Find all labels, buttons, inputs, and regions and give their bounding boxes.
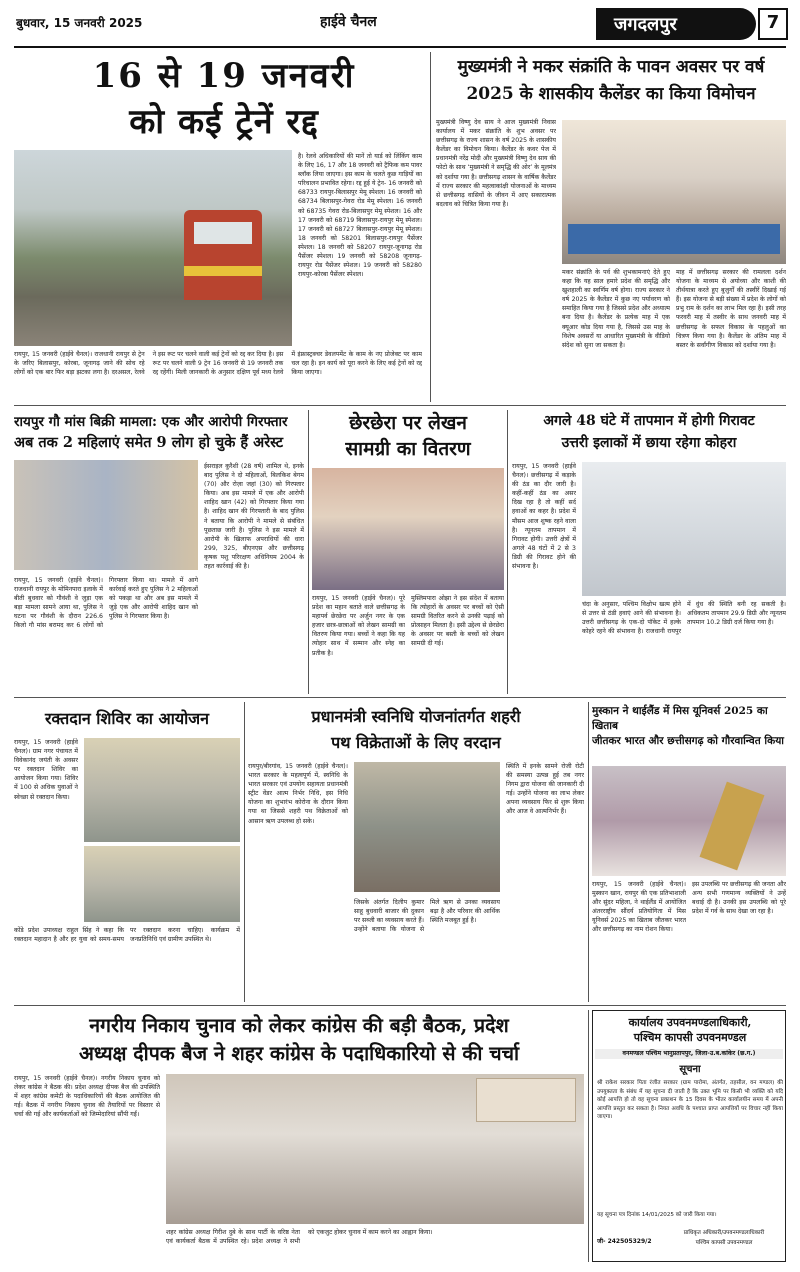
pm-body-3: स्थिति में इनके सामने रोजी रोटी की समस्या उत्पन्न हुई तब नगर निगम द्वारा योजना की जानकारी दी गई। उन्होंने योजना का लाभ लेकर अपना व्यवसाय फिर से शुरू किया और आज वे आत्मनिर्भर हैं।	[506, 763, 584, 816]
notice-date-line: यह सूचना पत्र दिनांक 14/01/2025 को जारी किया गया।	[597, 1212, 717, 1218]
meat-body-1: रायपुर, 15 जनवरी (हाईवे चैनल)। राजधानी रायपुर के मोमिनपारा इलाके में बीती बुधवार को गौवंशी वे जुड़ा एक बड़ा मामला सामने आया था, पुलिस ने घटना पर गौवंशी के दौरान 226.6 किलो गौ मांस बरामद कर 6 लोगों को गिरफ्तार किया था। मामले में आगे कार्रवाई करते हुए पुलिस ने 2 महिलाओं को पकड़ा था और अब इस मामले में जुड़े एक और आरोपी शाहिद खान को पुलिस ने गिरफ्तार किया है।	[14, 577, 198, 630]
divider	[14, 697, 786, 698]
blood-headline: रक्तदान शिविर का आयोजन	[44, 709, 210, 728]
issue-date: बुधवार, 15 जनवरी 2025	[16, 16, 143, 30]
notice-title-2: पश्चिम कापसी उपवनमण्डल	[633, 1031, 747, 1044]
chherchhera-headline-1: छेरछेरा पर लेखन	[349, 412, 467, 434]
divider	[244, 702, 245, 1002]
pm-story	[248, 702, 584, 1002]
miss-headline-1: मुस्कान ने थाईलैंड में मिस यूनिवर्स 2025 का खिताब	[592, 705, 768, 732]
congress-caption: शहर कांग्रेस अध्यक्ष गिरीश दुबे के साथ पार्टी के वरिष्ठ नेता एवं कार्यकर्ता बैठक में उपस्थित रहे। प्रदेश अध्यक्ष ने सभी को एकजुट होकर चुनाव में काम करने का आह्वान किया।	[166, 1229, 433, 1246]
meat-story	[14, 410, 304, 694]
train-headline-2: को कई ट्रेनें रद्द	[129, 102, 319, 142]
train-body-1: रायपुर, 15 जनवरी (हाईवे चैनल)। राजधानी रायपुर से ट्रेन के जरिए बिलासपुर, कोरबा, जूनागढ़ जाने की सोच रहे लोगों को एक बार फिर बड़ा झटका लगा है। दरअसल, रेलवे ने इस रूट पर चलने वाली कई ट्रेनों को रद्द कर दिया है। इस रूट पर चलने वाली 9 ट्रेन 16 जनवरी से 19 जनवरी तक रद्द रहेंगी। मिली जानकारी के अनुसार दक्षिण पूर्व मध्य रेलवे में इंफ्रास्ट्रक्चर डेवलपमेंट के काम के नए प्रोजेक्ट पर काम चल रहा है। इन कार्य को पूरा करने के लिए कई ट्रेनों को रद्द किया जाएगा।	[14, 351, 422, 377]
congress-banner-shape	[476, 1078, 576, 1122]
chherchhera-body-2: मुस्लिमपारा ओझा ने इस संदेश में बताया कि त्योहारों के अवसर पर बच्चों को ऐसी सामग्री वितरित करने से उनकी पढ़ाई को प्रोत्साहन मिलता है। इसी उद्देश्य से छेरछेरा के अवसर पर बस्ती के बच्चों को लेखन सामग्री दी गई।	[411, 595, 504, 648]
train-headline-1: 16 से 19 जनवरी	[92, 56, 356, 96]
paper-name: हाईवे चैनल	[320, 14, 377, 30]
weather-body-2: चंदा के अनुसार, पश्चिम विक्षोभ खत्म होने से उत्तर से ठंडी हवाएं आने की संभावना है। उत्तरी छत्तीसगढ़ के एक-दो पॉकेट में हल्के कोहरे रहने की संभावना है। राजधानी रायपुर में धुंध की स्थिति बनी रह सकती है। अधिकतम तापमान 29.9 डिग्री और न्यूनतम तापमान 10.2 डिग्री दर्ज किया गया है।	[582, 601, 786, 636]
blood-body-1: रायपुर, 15 जनवरी (हाईवे चैनल)। ग्राम नगर पंचायत में विवेकानंद जयंती के अवसर पर रक्तदान शिविर का आयोजन किया गया। शिविर में 100 से अधिक युवाओं ने स्वेच्छा से रक्तदान किया।	[14, 739, 78, 801]
masthead	[0, 0, 800, 48]
pm-body-2: जिसके अंतर्गत दिलीप कुमार साहू बुधवारी बाजार की दुकान पर सब्जी का व्यवसाय करते हैं। उन्होंने बताया कि योजना से मिले ऋण से उनका व्यवसाय बढ़ा है और परिवार की आर्थिक स्थिति मजबूत हुई है।	[354, 899, 500, 934]
notice-subtitle: वनमण्डल पश्चिम भानुप्रतापपुर, जिला-उ.ब.कांकेर (छ.ग.)	[595, 1049, 783, 1059]
weather-headline-2: उत्तरी इलाकों में छाया रहेगा कोहरा	[561, 435, 737, 451]
divider	[588, 702, 589, 1002]
notice-ref: जी- 242505329/2	[597, 1238, 652, 1245]
blood-photo-2	[84, 846, 240, 922]
calendar-headline: मुख्यमंत्री ने मकर संक्रांति के पावन अवसर पर वर्ष 2025 के शासकीय कैलेंडर का किया विमोचन	[457, 57, 765, 104]
meat-body-2: ईसराइल कुरैशी (28 वर्ष) शामिल थे, इनके बाद पुलिस ने दो महिलाओं, बिलकिश बेगम (70) और रोज़ा जहां (30) को गिरफ्तार किया। अब इस मामले में एक और आरोपी शाहिद खान (42) को गिरफ्तार किया गया है। शाहिद खान की गिरफ्तारी के बाद पुलिस ने बताया कि आरोपी ने मामले से संबंधित पूछताछ जारी है। पुलिस ने इस मामले में आरोपी के खिलाफ अपराधियों की धारा 299, 325, बीएनएस और छत्तीसगढ़ कृषक पशु परिरक्षण अधिनियम 2004 के तहत कार्रवाई की है।	[204, 463, 304, 571]
miss-body-1: रायपुर, 15 जनवरी (हाईवे चैनल)। मुस्कान खान, रायपुर की एक प्रतिभाशाली और सुंदर महिला, ने थाईलैंड में आयोजित अंतरराष्ट्रीय सौंदर्य प्रतियोगिता में मिस यूनिवर्स 2025 का खिताब जीतकर भारत और छत्तीसगढ़ का नाम रोशन किया।	[592, 881, 686, 934]
calendar-body-1: मुख्यमंत्री विष्णु देव साय ने आज मुख्यमंत्री निवास कार्यालय में मकर संक्रांति के शुभ अवसर पर छत्तीसगढ़ के राज्य शासन के वर्ष 2025 के शासकीय कैलेंडर का विमोचन किया। कैलेंडर के कवर पेज में प्रधानमंत्री नरेंद्र मोदी और मुख्यमंत्री विष्णु देव साय की फोटो के साथ ‘मुख्यमंत्री ने समृद्धि की ओर’ के मूलमंत्र को दर्शाया गया है। छत्तीसगढ़ शासन के वार्षिक कैलेंडर में राज्य सरकार की महत्वाकांक्षी योजनाओं के माध्यम से छत्तीसगढ़ वासियों के जीवन में आए सकारात्मक बदलाव को चित्रित किया गया है।	[436, 119, 556, 208]
divider	[14, 405, 786, 406]
blood-photo	[84, 738, 240, 842]
weather-story	[512, 410, 786, 694]
pm-photo	[354, 762, 500, 892]
page-number: 7	[758, 8, 788, 40]
train-window-shape	[194, 222, 252, 244]
pm-body-1: रायपुर/बीरगांव, 15 जनवरी (हाईवे चैनल)। भारत सरकार के महत्वपूर्ण में, स्वनिधि के भारत सरकार एवं उपयोग सहायता प्रधानमंत्री स्ट्रीट वेंडर आत्म निर्भर निधि, इस निधि योजना का शुभारंभ कोरोना के दौरान किया गया था जिससे शहरी पथ विक्रेताओं को आसान ऋण उपलब्ध हो सके।	[248, 763, 348, 825]
section-name: जगदलपुर	[596, 8, 756, 40]
miss-headline-2: जीतकर भारत और छत्तीसगढ़ को गौरवान्वित किया	[592, 735, 785, 747]
weather-headline-1: अगले 48 घंटे में तापमान में होगी गिरावट	[543, 413, 755, 429]
notice-sign-2: पश्चिम कापसी उपवनमण्डल	[695, 1240, 753, 1246]
meat-photo	[14, 460, 198, 570]
congress-headline-1: नगरीय निकाय चुनाव को लेकर कांग्रेस की बड़ी बैठक, प्रदेश	[89, 1014, 509, 1037]
miss-photo	[592, 766, 786, 876]
calendar-photo	[562, 120, 786, 264]
chherchhera-photo	[312, 468, 504, 590]
weather-fog-illustration	[582, 462, 786, 596]
miss-story	[592, 702, 786, 1002]
divider	[588, 1010, 589, 1262]
calendar-banner-shape	[568, 224, 780, 254]
notice-title-1: कार्यालय उपवनमण्डलाधिकारी,	[628, 1016, 752, 1029]
train-stripe-shape	[184, 266, 262, 276]
calendar-story	[436, 52, 786, 402]
meat-headline-2: अब तक 2 महिलाएं समेत 9 लोग हो चुके हैं अरेस्ट	[14, 434, 284, 451]
notice-heading: सूचना	[679, 1064, 701, 1075]
calendar-body-2: मकर संक्रांति के पर्व की शुभकामनाएं देते हुए कहा कि यह साल हमारे प्रदेश की समृद्धि और खुशहाली का स्वर्णिम वर्ष होगा। राज्य सरकार ने वर्ष 2025 के कैलेंडर में कुछ नए पर्यावरण को समाहित किया गया है जिससे प्रदेश और अध्यात्म बना दिया है। कैलेंडर के प्रत्येक माह में एक क्यूआर कोड दिया गया है, जिससे उस माह के विशेष अवसरों या आधारित मुख्यमंत्री के वीडियो संदेश को सुना जा सकता है।	[562, 269, 670, 349]
congress-body-1: रायपुर, 15 जनवरी (हाईवे चैनल)। नगरीय निकाय चुनाव को लेकर कांग्रेस ने बैठक की। प्रदेश अध्यक्ष दीपक बैज की उपस्थिति में शहर कांग्रेस कमेटी के पदाधिकारियों की बैठक आयोजित की गई। बैठक में नगरीय निकाय चुनाव की तैयारियों पर विस्तार से चर्चा की गई और कार्यकर्ताओं को जिम्मेदारियां सौंपी गईं।	[14, 1075, 160, 1119]
blood-story	[14, 702, 240, 1002]
chherchhera-body-1: रायपुर, 15 जनवरी (हाईवे चैनल)। पूरे प्रदेश का महान बताते वाले छत्तीसगढ़ के महापर्व छेरछेरा पर अर्जुन नगर के एक हजार छात्र-छात्राओं को लेखन सामग्री का वितरण किया गया। बच्चों ने कहा कि यह त्योहार साथ में सम्मान और स्नेह का प्रतीक है।	[312, 595, 405, 657]
notice-body: श्री राकेश सरकार पिता रंजीत सरकार (ग्राम पारोमा, अंतर्गत, तहसील, वन मण्डल) की उपयुक्तता के संबंध में यह सूचना दी जाती है कि उक्त भूमि पर किसी भी व्यक्ति को यदि कोई आपत्ति हो तो वह सूचना प्रकाशन के 15 दिवस के भीतर कार्यालयीन समय में अपनी आपत्ति प्रस्तुत कर सकता है। नियत अवधि के पश्चात प्राप्त आपत्तियों पर विचार नहीं किया जाएगा।	[597, 1080, 783, 1121]
chherchhera-story	[312, 410, 504, 694]
chherchhera-headline-2: सामग्री का वितरण	[345, 438, 471, 460]
train-story	[14, 52, 424, 402]
calendar-body-3: माह में छत्तीसगढ़ सरकार की रामलला दर्शन योजना के माध्यम से अयोध्या और काशी की तीर्थयात्रा करते हुए बुजुर्गों की तस्वीरें दिखाई गई हैं। इस योजना से बड़ी संख्या में प्रदेश के लोगों को प्रभु राम के दर्शन का लाभ मिल रहा है। इसी तरह फरवरी माह में तस्वीर के साथ जनवरी माह में छत्तीसगढ़ के सफल विकास के पहलुओं का चित्रण किया गया है। कैलेंडर के अंतिम माह में बस्तर के सर्वांगीण विकास को दर्शाया गया है।	[676, 269, 786, 349]
congress-photo	[166, 1074, 584, 1224]
divider	[308, 410, 309, 694]
govt-notice	[592, 1010, 786, 1262]
notice-sign-1: प्राधिकृत अधिकारी/उपवनमण्डलाधिकारी	[683, 1230, 765, 1236]
pm-headline-2: पथ विक्रेताओं के लिए वरदान	[331, 733, 501, 752]
miss-body-2: इस उपलब्धि पर छत्तीसगढ़ की जनता और अन्य सभी गणमान्य व्यक्तियों ने उन्हें बधाई दी है। उनकी इस उपलब्धि को पूरे प्रदेश में गर्व के साथ देखा जा रहा है।	[692, 881, 786, 916]
pm-headline-1: प्रधानमंत्री स्वनिधि योजनांतर्गत शहरी	[311, 707, 521, 726]
congress-headline-2: अध्यक्ष दीपक बैज ने शहर कांग्रेस के पदाधिकारियो से की चर्चा	[78, 1042, 520, 1065]
congress-story	[14, 1010, 584, 1262]
divider	[430, 52, 431, 402]
train-body-2: है। रेलवे अधिकारियों की मानें तो यार्ड को लिंकिंग काम के लिए 16, 17 और 18 जनवरी को ट्रैफिक कम पावर ब्लॉक लिया जाएगा। इस काम के चलते कुछ गाड़ियों का परिचालन प्रभावित रहेगा। रद्द हुई ये ट्रेन- 16 जनवरी को 68733 रायपुर-बिलासपुर मेमू स्पेशल। 16 जनवरी को 68734 बिलासपुर-गेवरा रोड मेमू स्पेशल। 16 जनवरी को 68735 गेवरा रोड-बिलासपुर मेमू स्पेशल। 16 और 17 जनवरी को 68719 बिलासपुर-रायपुर मेमू स्पेशल। 17 जनवरी को 68727 बिलासपुर-रायपुर मेमू स्पेशल। 18 जनवरी को 58201 बिलासपुर-रायपुर पैसेंजर स्पेशल। 18 जनवरी को 58207 रायपुर-जूनागढ़ रोड पैसेंजर स्पेशल। 19 जनवरी को 58208 जूनागढ़-रायपुर रोड पैसेंजर स्पेशल। 19 जनवरी को 58280 रायपुर-कोरबा पैसेंजर स्पेशल।	[298, 153, 422, 279]
meat-headline-1: रायपुर गौ मांस बिक्री मामला: एक और आरोपी गिरफ्तार	[14, 414, 288, 430]
divider	[14, 1005, 786, 1006]
blood-body-2: कोंडे प्रदेश उपाध्यक्ष राहुल सिंह ने कहा कि रक्तदान महादान है और हर युवा को समय-समय पर रक्तदान करना चाहिए। कार्यक्रम में जनप्रतिनिधि एवं ग्रामीण उपस्थित थे।	[14, 927, 240, 944]
masthead-divider	[14, 46, 786, 48]
train-photo	[14, 150, 292, 346]
divider	[507, 410, 508, 694]
miss-sash-shape	[700, 782, 765, 871]
weather-body-1: रायपुर, 15 जनवरी (हाईवे चैनल)। छत्तीसगढ़ में कड़ाके की ठंड का दौर जारी है। कहीं-कहीं ठंड का असर दिख रहा है तो कहीं सर्द हवाओं का कहर है। प्रदेश में मौसम आज शुष्क रहने वाला है। न्यूनतम तापमान में गिरावट होगी। उत्तरी क्षेत्रों में अगले 48 घंटों में 2 से 3 डिग्री की गिरावट होने की संभावना है।	[512, 463, 576, 571]
